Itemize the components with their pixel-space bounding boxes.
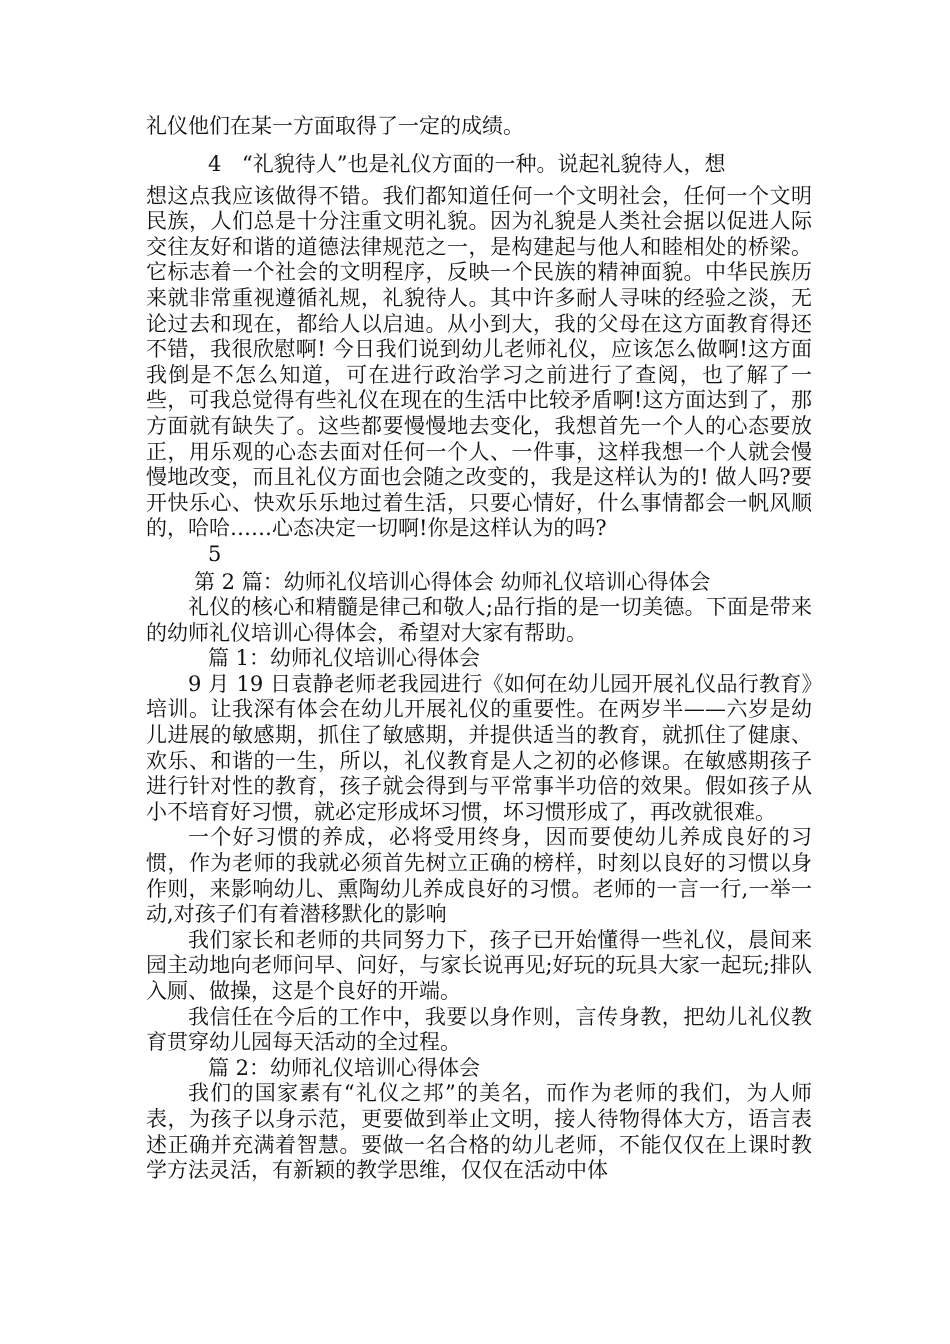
article-1-paragraph-3: 我们家长和老师的共同努力下，孩子已开始懂得一些礼仪，晨间来园主动地向老师问早、问好，与家长说再见;好玩的玩具大家一起玩;排队入厕、做操，这是个良好的开端。 — [146, 927, 812, 1003]
item-number-4: 4 — [208, 151, 222, 176]
item-4-first-line: “礼貌待人”也是礼仪方面的一种。说起礼貌待人，想 — [242, 151, 726, 176]
article-1-paragraph-1: 9 月 19 日袁静老师老我园进行《如何在幼儿园开展礼仪品行教育》培训。让我深有体会在幼儿开展礼仪的重要性。在两岁半——六岁是幼儿进展的敏感期，抓住了敏感期，并提供适当的教育，就抓住了健康、欢乐、和谐的一生，所以，礼仪教育是人之初的必修课。在敏感期孩子进行针对性的教育，孩子就会得到与平常事半功倍的效果。假如孩子从小不培育好习惯，就必定形成坏习惯，坏习惯形成了，再改就很难。 — [146, 671, 812, 824]
article-1-paragraph-2: 一个好习惯的养成，必将受用终身，因而要使幼儿养成良好的习惯，作为老师的我就必须首先树立正确的榜样，时刻以良好的习惯以身作则，来影响幼儿、熏陶幼儿养成良好的习惯。老师的一言一行,一举一动,对孩子们有着潜移默化的影响 — [146, 825, 812, 927]
item-number-5: 5 — [208, 541, 222, 566]
article-1-paragraph-4: 我信任在今后的工作中，我要以身作则，言传身教，把幼儿礼仪教育贯穿幼儿园每天活动的全过程。 — [146, 1004, 812, 1055]
paragraph-top: 礼仪他们在某一方面取得了一定的成绩。 — [146, 114, 524, 138]
article-2-paragraph-1: 我们的国家素有“礼仪之邦”的美名，而作为老师的我们，为人师表，为孩子以身示范，更要做到举止文明，接人待物得体大方，语言表述正确并充满着智慧。要做一名合格的幼儿老师，不能仅仅在上课时教学方法灵活，有新颖的教学思维，仅仅在活动中体 — [146, 1081, 812, 1183]
document-page — [146, 114, 812, 1184]
article-2-heading: 篇 2：幼师礼仪培训心得体会 — [208, 1055, 481, 1080]
item-4-body: 想这点我应该做得不错。我们都知道任何一个文明社会，任何一个文明民族，人们总是十分注重文明礼貌。因为礼貌是人类社会据以促进人际交往友好和谐的道德法律规范之一，是构建起与他人和睦相处的桥梁。它标志着一个社会的文明程序，反映一个民族的精神面貌。中华民族历来就非常重视遵循礼规，礼貌待人。其中许多耐人寻味的经验之淡，无论过去和现在，都给人以启迪。从小到大，我的父母在这方面教育得还不错，我很欣慰啊! 今日我们说到幼儿老师礼仪，应该怎么做啊!这方面我倒是不怎么知道，可在进行政治学习之前进行了查阅，也了解了一些，可我总觉得有些礼仪在现在的生活中比较矛盾啊!这方面达到了，那方面就有缺失了。这些都要慢慢地去变化，我想首先一个人的心态要放正，用乐观的心态去面对任何一个人、一件事，这样我想一个人就会慢慢地改变，而且礼仪方面也会随之改变的，我是这样认为的! 做人吗?要开快乐心、快欢乐乐地过着生活，只要心情好，什么事情都会一帆风顺的，哈哈……心态决定一切啊!你是这样认为的吗? — [146, 183, 812, 541]
numbered-item-4 — [146, 150, 812, 178]
section-2-intro: 礼仪的核心和精髓是律己和敬人;品行指的是一切美德。下面是带来的幼师礼仪培训心得体会，希望对大家有帮助。 — [146, 595, 812, 645]
section-2-heading: 第 2 篇：幼师礼仪培训心得体会 幼师礼仪培训心得体会 — [194, 569, 711, 594]
article-1-heading: 篇 1：幼师礼仪培训心得体会 — [208, 646, 481, 671]
